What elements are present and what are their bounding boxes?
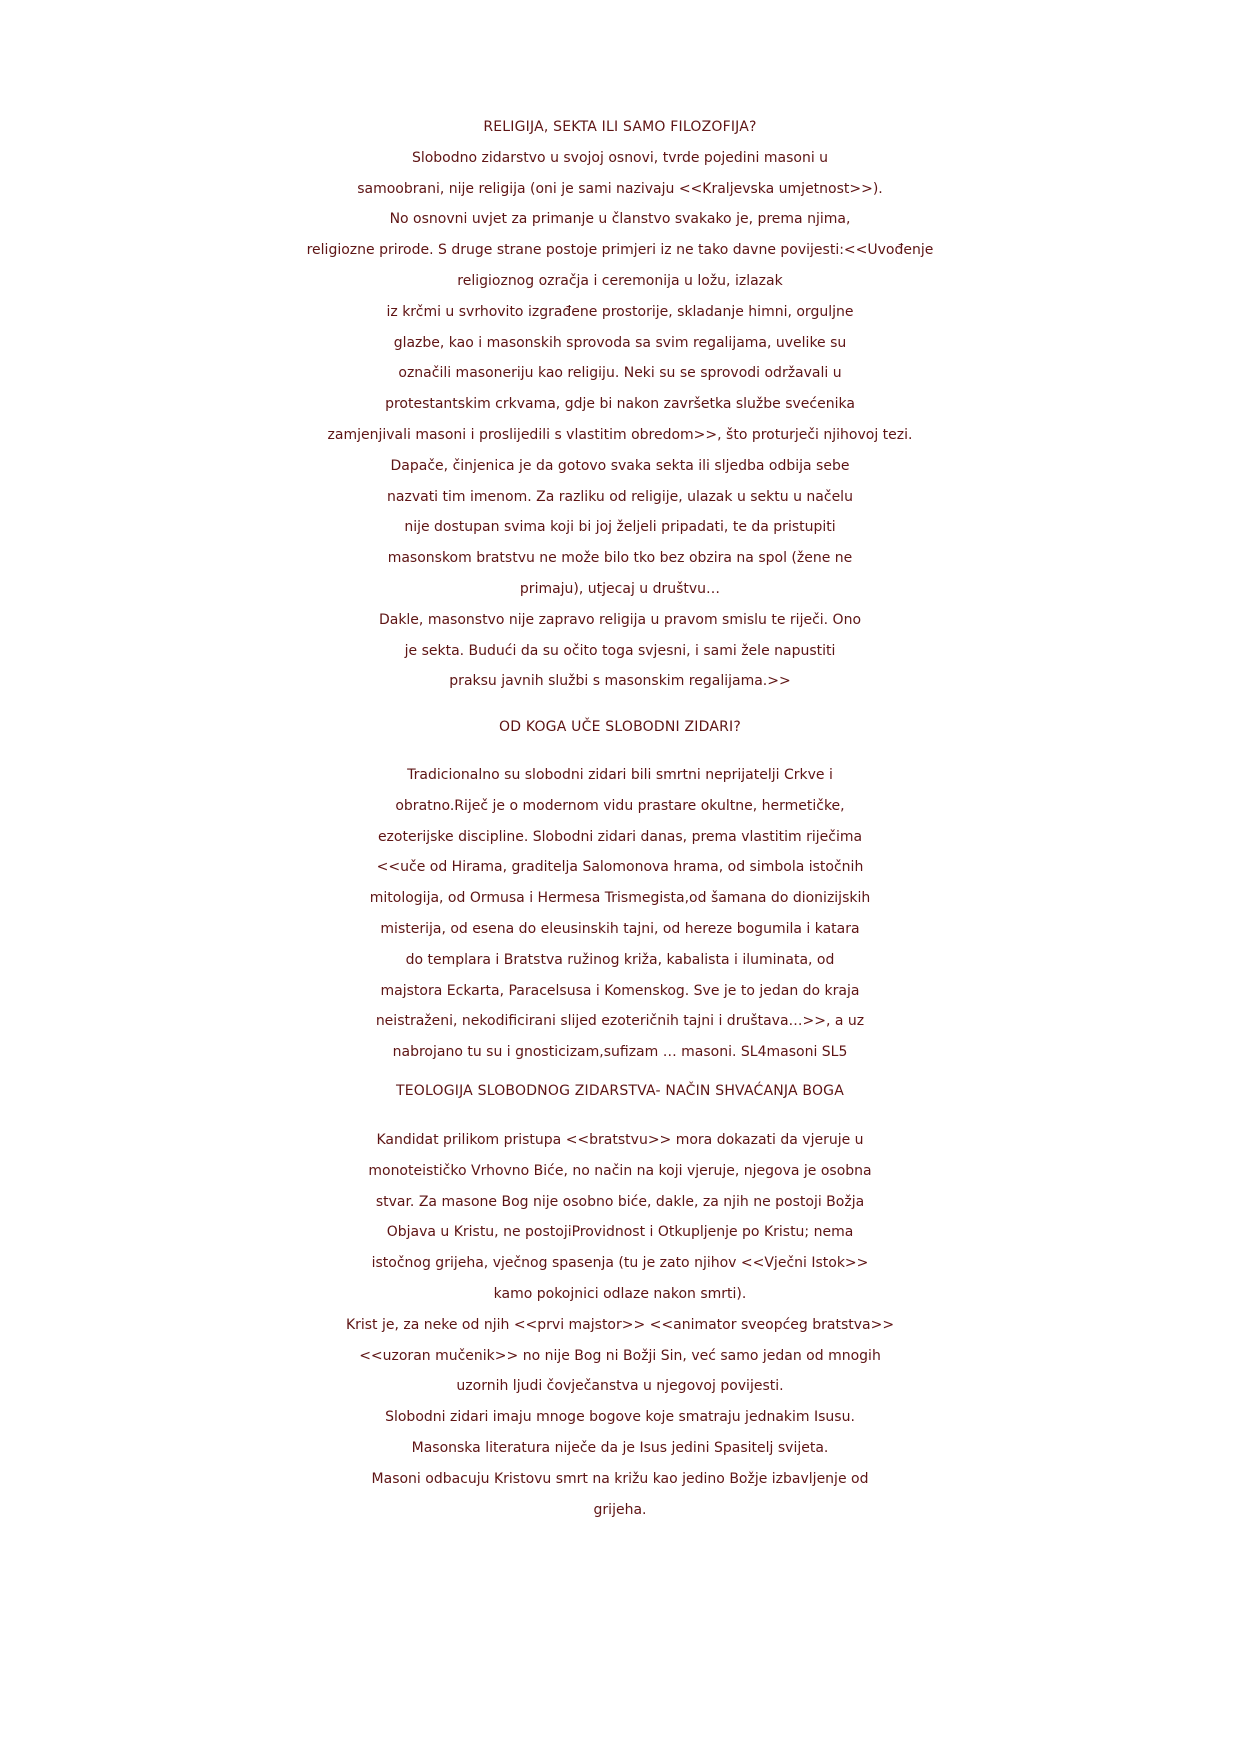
text-line: Tradicionalno su slobodni zidari bili smrtni neprijatelji Crkve i [407, 767, 833, 783]
text-line: označili masoneriju kao religiju. Neki su se sprovodi održavali u [398, 365, 842, 382]
text-line: nije dostupan svima koji bi joj željeli pripadati, te da pristupiti [404, 519, 836, 536]
text-line: Objava u Kristu, ne postojiProvidnost i Otkupljenje po Kristu; nema [386, 1224, 854, 1241]
text-line: stvar. Za masone Bog nije osobno biće, dakle, za njih ne postoji Božja [375, 1193, 865, 1210]
text-line: misterija, od esena do eleusinskih tajni, od hereze bogumila i katara [380, 920, 860, 937]
text-line: monoteističko Vrhovno Biće, no način na koji vjeruje, njegova je osobna [368, 1162, 872, 1179]
text-line: do templara i Bratstva ružinog križa, kabalista i iluminata, od [405, 951, 835, 968]
text-line: obratno.Riječ je o modernom vidu prastare okultne, hermetičke, [395, 797, 845, 814]
text-line: Dapače, činjenica je da gotovo svaka sekta ili sljedba odbija sebe [390, 457, 850, 474]
text-line: Krist je, za neke od njih <<prvi majstor>> <<animator sveopćeg bratstva>> [345, 1316, 895, 1333]
text-line: zamjenjivali masoni i proslijedili s vlastitim obredom>>, što proturječi njihovoj tezi. [327, 426, 913, 443]
text-line: majstora Eckarta, Paracelsusa i Komenskog. Sve je to jedan do kraja [380, 982, 860, 999]
text-line: praksu javnih službi s masonskim regalijama.>> [449, 673, 791, 690]
text-line: protestantskim crkvama, gdje bi nakon završetka službe svećenika [385, 396, 855, 413]
text-line: grijeha. [593, 1501, 647, 1518]
text-line: istočnog grijeha, vječnog spasenja (tu je zato njihov <<Vječni Istok>> [371, 1255, 869, 1272]
text-line: uzornih ljudi čovječanstva u njegovoj povijesti. [456, 1378, 784, 1395]
text-line: <<uzoran mučenik>> no nije Bog ni Božji Sin, već samo jedan od mnogih [359, 1347, 881, 1364]
section-heading-theology [0, 1076, 1240, 1107]
text-line: Masonska literatura niječe da je Isus jedini Spasitelj svijeta. [411, 1439, 829, 1456]
section-heading: OD KOGA UČE SLOBODNI ZIDARI? [498, 719, 741, 735]
text-line: Slobodno zidarstvo u svojoj osnovi, tvrde pojedini masoni u [411, 149, 829, 166]
text-line: glazbe, kao i masonskih sprovoda sa svim regalijama, uvelike su [393, 334, 847, 351]
section-heading-who [0, 712, 1240, 743]
text-line: masonskom bratstvu ne može bilo tko bez obzira na spol (žene ne [387, 550, 853, 567]
text-line: Slobodni zidari imaju mnoge bogove koje smatraju jednakim Isusu. [385, 1409, 855, 1426]
section-heading: TEOLOGIJA SLOBODNOG ZIDARSTVA- NAČIN SHVAĆANJA BOGA [395, 1083, 845, 1099]
text-line: religiozne prirode. S druge strane postoje primjeri iz ne tako davne povijesti:<<Uvođenje [306, 242, 934, 259]
section-heading: RELIGIJA, SEKTA ILI SAMO FILOZOFIJA? [483, 119, 757, 135]
text-line: iz krčmi u svrhovito izgrađene prostorije, skladanje himni, orguljne [386, 303, 854, 320]
text-line: mitologija, od Ormusa i Hermesa Trismegista,od šamana do dionizijskih [369, 890, 871, 907]
text-line: samoobrani, nije religija (oni je sami nazivaju <<Kraljevska umjetnost>>). [357, 180, 883, 197]
text-line: No osnovni uvjet za primanje u članstvo svakako je, prema njima, [389, 211, 851, 228]
text-line: Dakle, masonstvo nije zapravo religija u pravom smislu te riječi. Ono [378, 611, 862, 628]
text-line: Masoni odbacuju Kristovu smrt na križu kao jedino Božje izbavljenje od [371, 1470, 869, 1487]
text-line: nabrojano tu su i gnosticizam,sufizam … masoni. SL4masoni SL5 [392, 1044, 848, 1061]
text-line: ezoterijske discipline. Slobodni zidari danas, prema vlastitim riječima [377, 828, 863, 845]
text-line: Kandidat prilikom pristupa <<bratstvu>> mora dokazati da vjeruje u [376, 1132, 864, 1148]
section-religion [0, 112, 1240, 697]
text-line: je sekta. Budući da su očito toga svjesni, i sami žele napustiti [404, 642, 836, 659]
section-theology-body [0, 1125, 1240, 1525]
text-line: <<uče od Hirama, graditelja Salomonova hrama, od simbola istočnih [376, 859, 864, 876]
text-line: religioznog ozračja i ceremonija u ložu, izlazak [457, 272, 783, 289]
text-line: nazvati tim imenom. Za razliku od religije, ulazak u sektu u načelu [387, 488, 853, 505]
section-who-body [0, 760, 1240, 1068]
text-line: primaju), utjecaj u društvu… [519, 580, 721, 597]
text-line: neistraženi, nekodificirani slijed ezoteričnih tajni i društava…>>, a uz [375, 1013, 865, 1030]
text-line: kamo pokojnici odlaze nakon smrti). [493, 1285, 747, 1302]
